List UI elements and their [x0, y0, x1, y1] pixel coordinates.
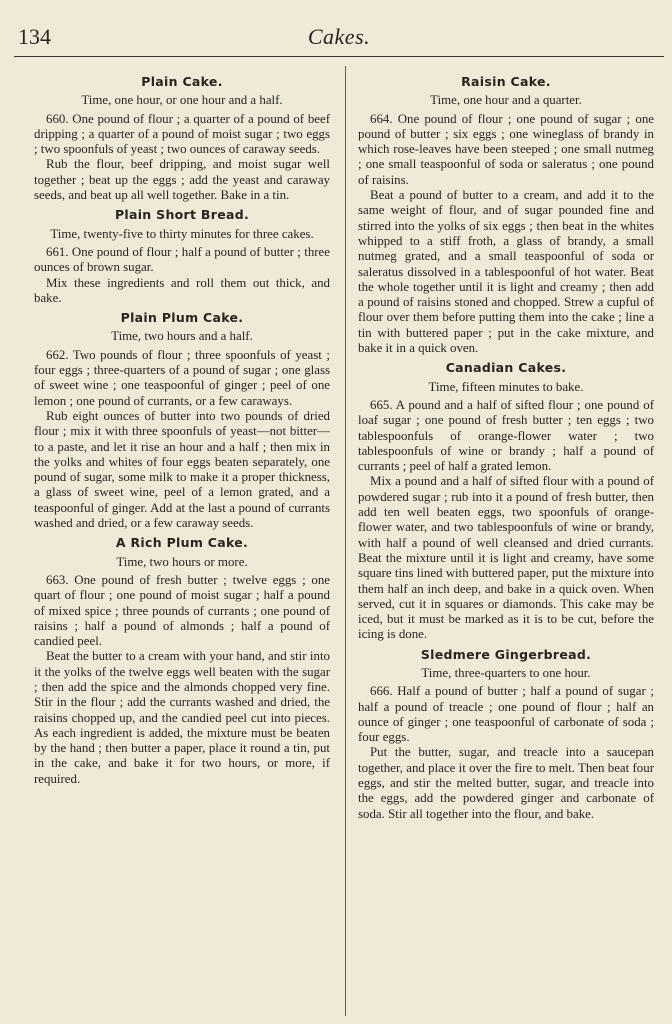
recipe-method: Beat the butter to a cream with your hand, and stir into it the yolks of the twelve eggs well beaten with the sugar ; then add the spice and the almonds chopped very fine. Stir in the flour ; add the currants washed and dried, the raisins chopped up, and the candied peel cut into pieces. As each ingredient is added, the mixture must be beaten by the hand ; then butter a paper, place it round a tin, put in the cake, and bake it for two hours, or more, if required. — [34, 649, 330, 786]
recipe-ingredients: 661. One pound of flour ; half a pound of butter ; three ounces of brown sugar. — [34, 244, 330, 275]
recipe-method: Mix these ingredients and roll them out thick, and bake. — [34, 275, 330, 305]
recipe-plain-plum-cake — [34, 310, 330, 531]
recipe-time: Time, twenty-five to thirty minutes for three cakes. — [50, 226, 314, 241]
recipe-title: Sledmere Gingerbread. — [420, 646, 592, 662]
recipe-time: Time, one hour and a quarter. — [430, 93, 582, 108]
recipe-time: Time, two hours and a half. — [111, 329, 253, 344]
right-column — [358, 70, 654, 822]
recipe-plain-cake — [34, 74, 330, 203]
recipe-time: Time, one hour, or one hour and a half. — [81, 93, 283, 108]
recipe-sledmere-gingerbread — [358, 647, 654, 822]
recipe-title: Plain Plum Cake. — [120, 310, 244, 326]
recipe-time: Time, two hours or more. — [116, 554, 248, 569]
page-number: 134 — [18, 24, 51, 49]
recipe-ingredients: 666. Half a pound of butter ; half a pound of sugar ; half a pound of treacle ; one pound of flour ; half an ounce of ginger ; one teaspoonful of carbonate of soda ; four eggs. — [358, 684, 654, 745]
recipe-canadian-cakes — [358, 360, 654, 642]
running-title: Cakes. — [307, 24, 371, 49]
recipe-ingredients: 660. One pound of flour ; a quarter of a pound of beef dripping ; a quarter of a pound of moist sugar ; two eggs ; two spoonfuls of yeast ; two ounces of caraway seeds. — [34, 111, 330, 157]
recipe-time: Time, fifteen minutes to bake. — [428, 379, 584, 394]
recipe-method: Put the butter, sugar, and treacle into a saucepan together, and place it over the fire to melt. Then beat four eggs, and stir the melted butter, sugar, and treacle into the eggs, add the powdered ginger and carbonate of soda. Stir all together into the flour, and bake. — [358, 745, 654, 821]
recipe-plain-short-bread — [34, 207, 330, 306]
recipe-title: Raisin Cake. — [461, 74, 551, 89]
recipe-title: Plain Cake. — [141, 74, 223, 89]
recipe-ingredients: 664. One pound of flour ; one pound of sugar ; one pound of butter ; six eggs ; one wineglass of brandy in which rose-leaves have been steeped ; one small nutmeg ; one small teaspoonful of soda or saleratus ; one pound of raisins. — [358, 111, 654, 187]
recipe-method: Rub eight ounces of butter into two pounds of dried flour ; mix it with three spoonfuls of yeast—not bitter—to a paste, and let it rise an hour and a half ; then mix in the yolks and whites of four eggs beaten separately, one pound of sugar, some milk to make it a proper thickness, a glass of sweet wine, peel of a lemon grated, and a teaspoonful of ginger. Add at the last a pound of currants washed and dried, or a few caraway seeds. — [34, 408, 330, 531]
recipe-method: Rub the flour, beef dripping, and moist sugar well together ; beat up the eggs ; add the yeast and caraway seeds, and beat up all well together. Bake in a tin. — [34, 157, 330, 203]
recipe-ingredients: 663. One pound of fresh butter ; twelve eggs ; one quart of flour ; one pound of moist sugar ; half a pound of mixed spice ; three pounds of currants ; one pound of raisins ; half a pound of almonds ; half a pound of candied peel. — [34, 572, 330, 649]
left-column — [34, 70, 330, 787]
recipe-title: Canadian Cakes. — [445, 360, 567, 376]
recipe-method: Mix a pound and a half of sifted flour with a pound of powdered sugar ; rub into it a pound of fresh butter, then add ten well beaten eggs, two spoonfuls of orange-flower water, and two tablespoonfuls of wine or brandy, with half a pound of well cleansed and dried currants. Beat the mixture until it is light and creamy, have some square tins lined with buttered paper, put the mixture into them half an inch deep, and bake in a quick oven. When served, cut it in squares or diamonds. This cake may be iced, but it must be marked as it is to be cut, before the icing is done. — [358, 474, 654, 642]
recipe-title: Plain Short Bread. — [114, 207, 250, 223]
recipe-rich-plum-cake — [34, 535, 330, 787]
recipe-method: Beat a pound of butter to a cream, and add it to the same weight of flour, and of sugar pounded fine and stirred into the yolks of six eggs ; then beat in the whites whipped to a stiff froth, a glass of brandy, a small nutmeg grated, and a small teaspoonful of soda or saleratus dissolved in a tablespoonful of hot water. Beat the whole together until it is light and creamy ; then add a pound of raisins stoned and chopped. Strew a cupful of flour over them before putting them into the cake ; line a tin with buttered paper ; put in the cake mixture, and bake it in a quick oven. — [358, 188, 654, 356]
recipe-raisin-cake — [358, 74, 654, 356]
column-divider — [345, 66, 346, 1016]
recipe-title: A Rich Plum Cake. — [115, 535, 249, 551]
recipe-ingredients: 665. A pound and a half of sifted flour ; one pound of loaf sugar ; one pound of fresh butter ; ten eggs ; two tablespoonfuls of orange-flower water ; two tablespoonfuls of wine or brandy ; half a pound of currants ; peel of half a grated lemon. — [358, 397, 654, 474]
recipe-time: Time, three-quarters to one hour. — [421, 665, 591, 680]
page-header — [14, 22, 664, 57]
recipe-ingredients: 662. Two pounds of flour ; three spoonfuls of yeast ; four eggs ; three-quarters of a pound of sugar ; one glass of sweet wine ; one teaspoonful of ginger ; peel of one lemon ; one pound of currants, or a few caraways. — [34, 347, 330, 408]
